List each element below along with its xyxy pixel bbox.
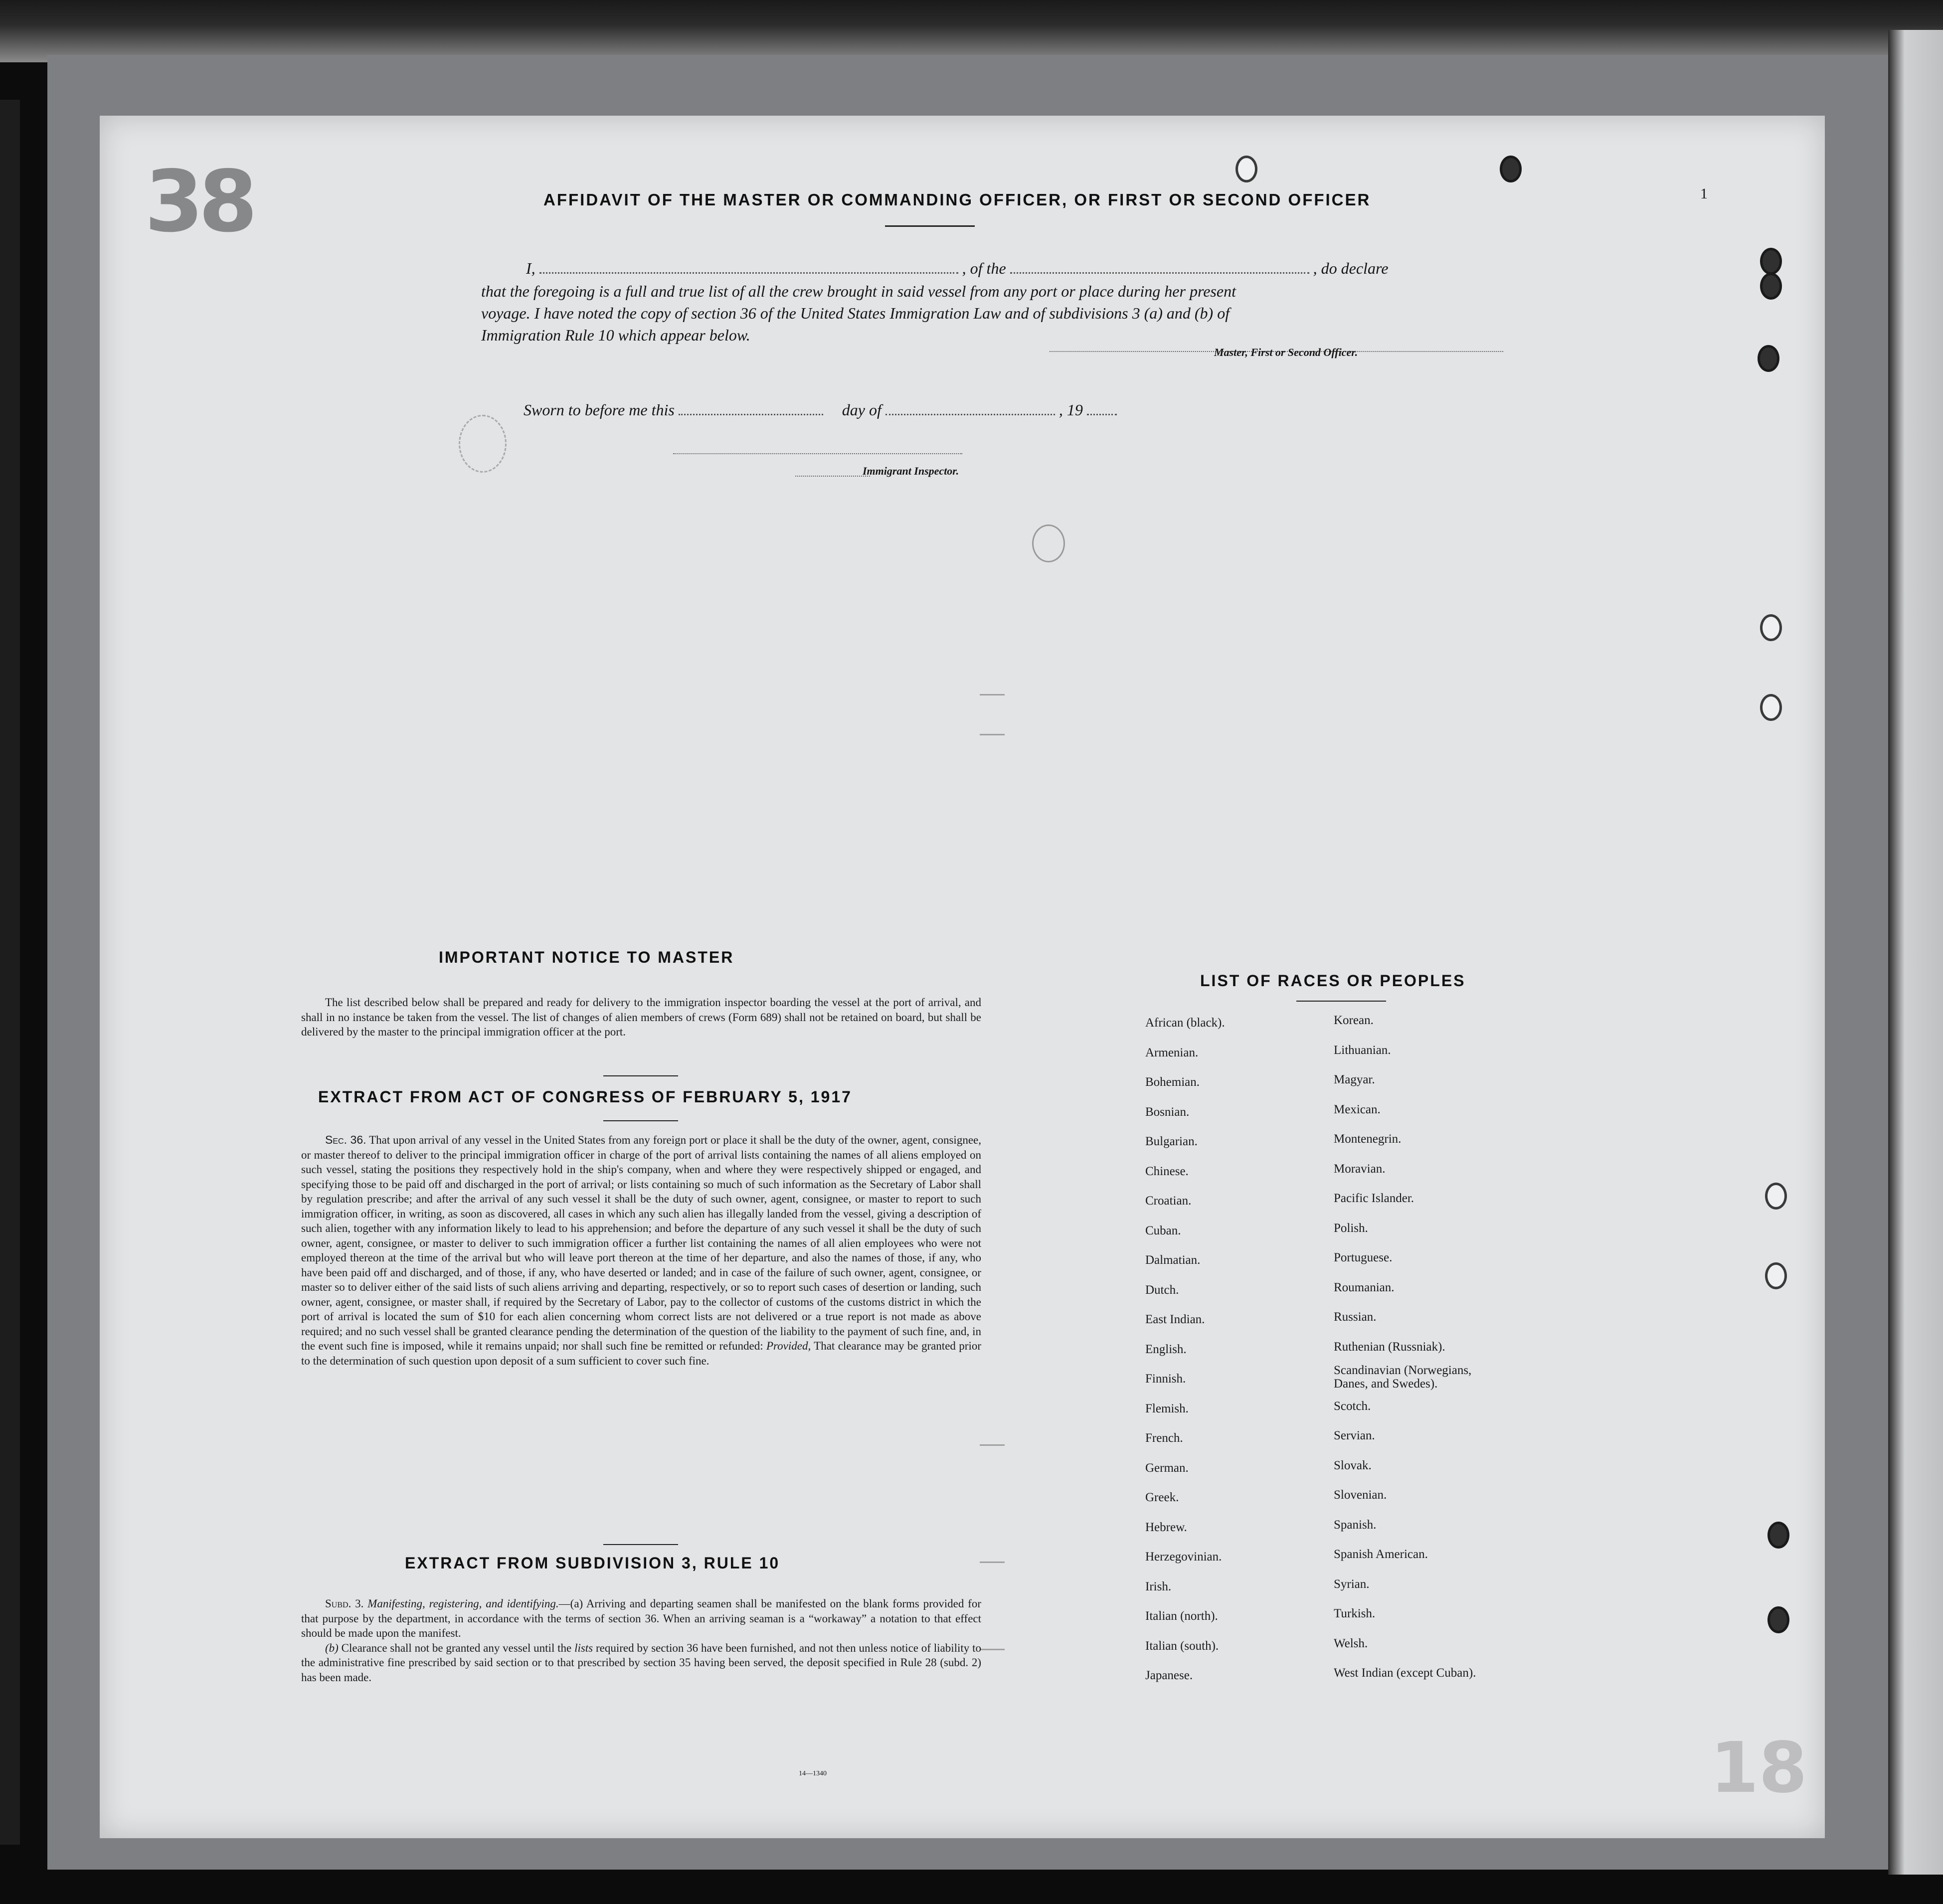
ghost-dash	[980, 1444, 1005, 1446]
race-item: Japanese.	[1145, 1669, 1193, 1682]
races-right-column	[1334, 1006, 1553, 1688]
affidavit-i: I,	[526, 259, 535, 277]
race-item: Mexican.	[1334, 1102, 1381, 1116]
race-item: West Indian (except Cuban).	[1334, 1666, 1476, 1680]
race-item: Italian (north).	[1145, 1609, 1218, 1623]
para-b-marker: (b)	[325, 1641, 339, 1654]
race-item: Moravian.	[1334, 1162, 1386, 1176]
race-item: Slovak.	[1334, 1458, 1372, 1472]
race-item: Montenegrin.	[1334, 1132, 1402, 1146]
race-item: Croatian.	[1145, 1194, 1192, 1208]
race-item: Flemish.	[1145, 1401, 1189, 1415]
act-extract-text	[301, 1133, 981, 1368]
sworn-line	[524, 400, 1117, 420]
punch-hole-icon	[1767, 1606, 1789, 1633]
punch-hole-icon	[1765, 1183, 1787, 1210]
affidavit-line-2: that the foregoing is a full and true list of all the crew brought in said vessel from any port or place during her present	[481, 282, 1236, 300]
vessel-blank	[1010, 261, 1309, 274]
rule-extract-divider	[603, 1544, 678, 1545]
race-item: Herzegovinian.	[1145, 1550, 1222, 1563]
sworn-prefix: Sworn to before me this	[524, 401, 675, 419]
race-item: Bulgarian.	[1145, 1135, 1198, 1148]
adjacent-page-edge	[1888, 30, 1943, 1875]
master-signature-caption: Master, First or Second Officer.	[1214, 346, 1358, 358]
rule-paragraph-a	[301, 1596, 981, 1641]
act-paragraph	[301, 1133, 981, 1368]
race-item: Ruthenian (Russniak).	[1334, 1340, 1445, 1354]
notice-rule	[603, 1075, 678, 1076]
affidavit-line-3: voyage. I have noted the copy of section 36 of the United States Immigration Law and of subdivisions 3 (a) and (b) of	[481, 304, 1230, 322]
para-b-text-1: Clearance shall not be granted any vessel until the	[341, 1641, 572, 1654]
race-item: Lithuanian.	[1334, 1043, 1391, 1057]
punch-hole-icon	[1760, 273, 1782, 300]
year-blank	[1087, 403, 1117, 415]
punch-hole-icon	[1760, 248, 1782, 275]
race-item: Spanish American.	[1334, 1548, 1428, 1561]
inspector-caption: Immigrant Inspector.	[863, 465, 959, 477]
inspector-signature-line-2	[795, 475, 870, 477]
race-item: Scotch.	[1334, 1399, 1371, 1413]
race-item: French.	[1145, 1431, 1183, 1445]
bleed-through-stamp: 18	[1710, 1728, 1807, 1809]
inspector-signature-line	[673, 452, 962, 454]
races-rule	[1296, 1001, 1386, 1002]
race-item: Roumanian.	[1334, 1280, 1395, 1294]
faint-circle-mark	[459, 415, 507, 473]
race-item: Irish.	[1145, 1579, 1172, 1593]
rule-extract-text	[301, 1596, 981, 1685]
race-item: Welsh.	[1334, 1636, 1368, 1650]
affidavit-of-the: , of the	[962, 259, 1006, 277]
proviso-word: Provided,	[766, 1340, 811, 1352]
notice-title: IMPORTANT NOTICE TO MASTER	[439, 948, 734, 966]
race-item: Servian.	[1334, 1429, 1375, 1442]
act-extract-title: EXTRACT FROM ACT OF CONGRESS OF FEBRUARY 5, 1917	[318, 1088, 852, 1106]
title-rule	[885, 225, 975, 227]
race-item: Armenian.	[1145, 1045, 1199, 1059]
faint-circle-mark	[1032, 524, 1065, 562]
notice-paragraph: The list described below shall be prepared and ready for delivery to the immigration inspector boarding the vessel at the port of arrival, and shall in no instance be taken from the vessel. The list of changes of alien members of crews (Form 689) shall not be retained on board, but shall be delivered by the master to the principal immigration officer at the port.	[301, 996, 981, 1038]
subd-label: Subd. 3.	[325, 1597, 364, 1610]
race-item: German.	[1145, 1461, 1189, 1475]
race-item: Korean.	[1334, 1014, 1374, 1027]
punch-hole-icon	[1500, 156, 1522, 182]
ghost-dash	[980, 694, 1005, 695]
para-a-marker: —(a)	[558, 1597, 583, 1610]
race-item: East Indian.	[1145, 1313, 1205, 1326]
punch-hole-icon	[1758, 345, 1779, 372]
sworn-day-of: day of	[842, 401, 882, 419]
race-item: Cuban.	[1145, 1223, 1181, 1237]
ghost-dash	[980, 1561, 1005, 1563]
proviso-text: That clearance may be granted prior to the determination of such question upon deposit of a sum sufficient to cover such fine.	[301, 1340, 981, 1367]
race-item: Slovenian.	[1334, 1488, 1387, 1502]
race-item: Pacific Islander.	[1334, 1192, 1414, 1205]
race-item: Portuguese.	[1334, 1251, 1393, 1264]
race-item: Polish.	[1334, 1221, 1368, 1235]
affidavit-do-declare: , do declare	[1313, 259, 1389, 277]
race-item: Russian.	[1334, 1310, 1377, 1324]
race-item: English.	[1145, 1342, 1187, 1356]
race-item: Bosnian.	[1145, 1105, 1190, 1119]
form-number: 14—1340	[799, 1770, 827, 1777]
affidavit-line-4: Immigration Rule 10 which appear below.	[481, 326, 750, 344]
race-item: Chinese.	[1145, 1164, 1189, 1178]
left-scan-border	[0, 100, 20, 1845]
document-page	[100, 116, 1825, 1838]
race-item: Hebrew.	[1145, 1520, 1187, 1534]
affidavit-line-1	[526, 258, 1388, 278]
race-item: Syrian.	[1334, 1577, 1370, 1591]
affidavit-title: AFFIDAVIT OF THE MASTER OR COMMANDING OFFICER, OR FIRST OR SECOND OFFICER	[543, 190, 1371, 209]
act-rule	[603, 1120, 678, 1121]
race-item: Finnish.	[1145, 1372, 1186, 1385]
para-b-lists: lists	[574, 1641, 593, 1654]
month-blank	[885, 403, 1055, 415]
rule-extract-title: EXTRACT FROM SUBDIVISION 3, RULE 10	[405, 1554, 780, 1572]
race-item: Magyar.	[1334, 1073, 1375, 1086]
sworn-year: , 19	[1059, 401, 1083, 419]
race-item: Greek.	[1145, 1491, 1179, 1504]
races-left-column	[1145, 1008, 1325, 1691]
subd-heading: Manifesting, registering, and identifying.	[367, 1597, 559, 1610]
page-mark: 1	[1700, 185, 1708, 202]
race-item: Bohemian.	[1145, 1075, 1200, 1089]
name-blank	[539, 261, 958, 274]
race-item: Scandinavian (Norwegians, Danes, and Swedes).	[1334, 1364, 1472, 1390]
punch-hole-icon	[1236, 156, 1257, 182]
para-b-text-2: required by section 36 have been furnished, and not then unless notice of liability to the administrative fine prescribed by said section or to that prescribed by section 35 having been served, the deposit specified in Rule 28 (subd. 2) has been made.	[301, 1641, 982, 1684]
day-blank	[679, 403, 823, 415]
punch-hole-icon	[1760, 614, 1782, 641]
ghost-dash	[980, 1649, 1005, 1650]
race-item: Dalmatian.	[1145, 1253, 1201, 1267]
ghost-dash	[980, 734, 1005, 735]
punch-hole-icon	[1765, 1262, 1787, 1289]
para-a-text: Arriving and departing seamen shall be manifested on the blank forms provided for that purpose by the department, in accordance with the terms of section 36. When an arriving seaman is a “workaway” a notation to that effect should be made upon the manifest.	[301, 1597, 981, 1639]
races-title: LIST OF RACES OR PEOPLES	[1200, 972, 1466, 990]
punch-hole-icon	[1767, 1522, 1789, 1549]
scanner-top-edge	[0, 0, 1943, 62]
section-text: That upon arrival of any vessel in the United States from any foreign port or place it shall be the duty of the owner, agent, consignee, or master thereof to deliver to the principal immigration officer in charge of the port of arrival lists containing the names of all aliens employed on such vessel, stating the positions they respectively hold in the ship's company, when and where they were respectively shipped or engaged, and specifying those to be paid off and discharged in the port of arrival; or lists containing so much of such information as the Secretary of Labor shall by regulation prescribe; and after the arrival of any such vessel it shall be the duty of such owner, agent, consignee, or master to report to such immigration officer, in writing, as soon as discovered, all cases in which any such alien has illegally landed from the vessel, giving a description of such alien, together with any information likely to lead to his apprehension; and before the departure of any such vessel it shall be the duty of such owner, agent, consignee, or master to deliver to such immigration officer a further list containing the names of all alien employees who were not employed thereon at the time of the arrival but who will leave port thereon at the time of her departure, and also the names of those, if any, who have been paid off and discharged, and of those, if any, who have deserted or landed; and in case of the failure of such owner, agent, consignee, or master so to deliver either of the said lists of such aliens arriving and departing, respectively, or so to report such cases of desertion or landing, such owner, agent, consignee, or master shall, if required by the Secretary of Labor, pay to the collector of customs of the customs district in which the port of arrival is located the sum of $10 for each alien concerning whom correct lists are not delivered or a true report is not made as above required; and no such vessel shall be granted clearance pending the determination of the question of the liability to the payment of such fine, and, in the event such fine is imposed, while it remains unpaid; nor shall such fine be remitted or refunded:	[301, 1134, 981, 1352]
rule-paragraph-b	[301, 1641, 981, 1685]
race-item: Turkish.	[1334, 1607, 1376, 1620]
notice-text	[301, 995, 981, 1039]
section-label: Sec. 36.	[325, 1133, 366, 1146]
race-item: Italian (south).	[1145, 1639, 1219, 1653]
bleed-through-stamp: 38	[145, 153, 253, 251]
punch-hole-icon	[1760, 694, 1782, 721]
race-item: African (black).	[1145, 1016, 1225, 1030]
race-item: Dutch.	[1145, 1283, 1179, 1297]
race-item: Spanish.	[1334, 1518, 1377, 1532]
